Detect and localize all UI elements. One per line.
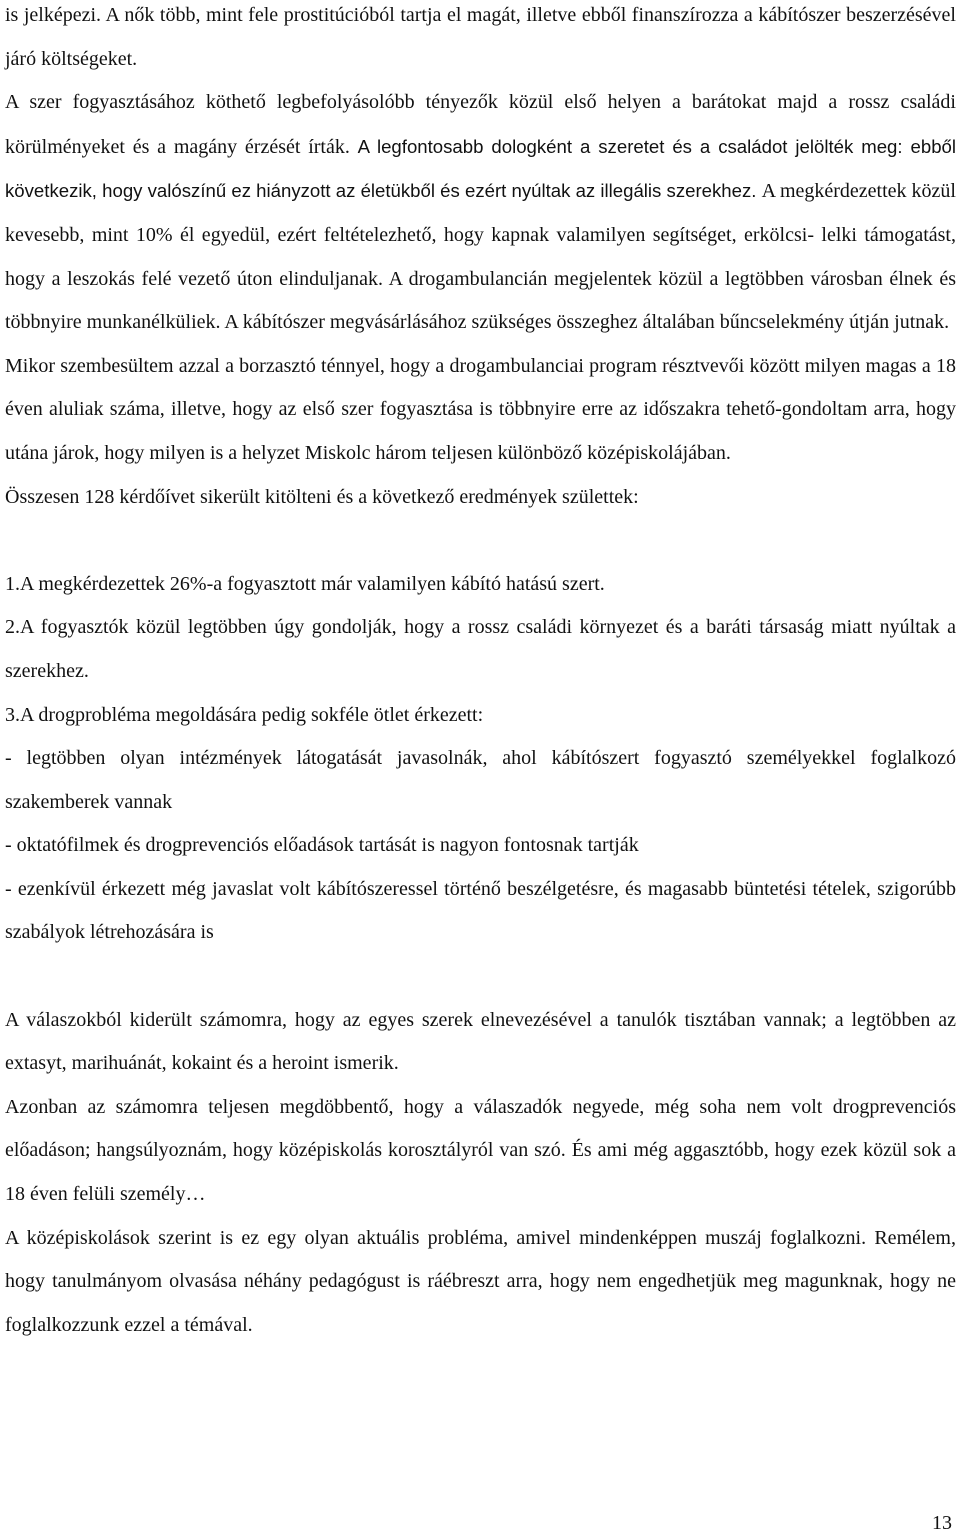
paragraph-prevention-gap bbox=[5, 1086, 956, 1217]
result-text: 2.A fogyasztók közül legtöbben úgy gondolják, hogy a rossz családi környezet és a baráti társaság miatt nyúltak a szerekhez. bbox=[5, 616, 956, 682]
suggestion-text: - ezenkívül érkezett még javaslat volt kábítószeressel történő beszélgetésre, és magasabb büntetési tételek, szigorúbb szabályok létrehozására is bbox=[5, 877, 956, 944]
paragraph-text-serif: A megkérdezettek közül kevesebb, mint 10% él egyedül, ezért feltételezhető, hogy kapnak valamilyen segítséget, erkölcsi- lelki támogatást, hogy a leszokás felé vezető úton elinduljanak. bbox=[5, 180, 956, 290]
paragraph-drug-awareness bbox=[5, 999, 956, 1086]
paragraph-conclusion bbox=[5, 1217, 956, 1348]
paragraph-text-sans: A legfontosabb dologként a szeretet és a családot jelölték meg: ebből következik, hogy valószínű ez hiányzott az életükből és ezért nyúltak az illegális szerekhez. bbox=[5, 135, 957, 202]
paragraph-motivation bbox=[5, 345, 956, 476]
blank-line bbox=[5, 519, 956, 563]
result-text: 1.A megkérdezettek 26%-a fogyasztott már valamilyen kábító hatású szert. bbox=[5, 572, 605, 595]
suggestion-text: - oktatófilmek és drogprevenciós előadások tartását is nagyon fontosnak tartják bbox=[5, 834, 639, 857]
result-text: 3.A drogprobléma megoldására pedig sokféle ötlet érkezett: bbox=[5, 703, 484, 726]
suggestion-item-1 bbox=[5, 737, 956, 824]
blank-line bbox=[5, 955, 956, 999]
suggestion-text: - legtöbben olyan intézmények látogatását javasolnák, ahol kábítószert fogyasztó személyekkel foglalkozó szakemberek vannak bbox=[5, 747, 956, 813]
suggestion-item-2 bbox=[5, 824, 956, 868]
paragraph-survey-count bbox=[5, 476, 956, 520]
paragraph-text: Mikor szembesültem azzal a borzasztó ténnyel, hogy a drogambulanciai program résztvevői között milyen magas a 18 éven aluliak száma, illetve, hogy az első szer fogyasztása is többnyire erre az időszakra tehető-gondoltam arra, hogy utána járok, hogy milyen is a helyzet Miskolc három teljesen különböző középiskolájában. bbox=[5, 354, 956, 464]
paragraph-text: A válaszokból kiderült számomra, hogy az egyes szerek elnevezésével a tanulók tisztában vannak; a legtöbben az extasyt, marihuánát, kokaint és a heroint ismerik. bbox=[5, 1008, 956, 1075]
page-number: 13 bbox=[932, 1512, 952, 1534]
result-item-3 bbox=[5, 694, 956, 738]
document-body bbox=[5, 0, 956, 1347]
paragraph-text: Összesen 128 kérdőívet sikerült kitölteni és a következő eredmények születtek: bbox=[5, 485, 639, 508]
result-item-2 bbox=[5, 606, 956, 693]
paragraph-sex-work-financing bbox=[5, 0, 956, 81]
paragraph-text: A középiskolások szerint is ez egy olyan aktuális probléma, amivel mindenképpen muszáj foglalkozni. Remélem, hogy tanulmányom olvasása néhány pedagógust is ráébreszt arra, hogy nem engedhetjük meg magunknak, hogy ne foglalkozzunk ezzel a témával. bbox=[5, 1226, 956, 1336]
paragraph-text-serif: A drogambulancián megjelentek közül a legtöbben városban élnek és többnyire munkanélküliek. A kábítószer megvásárlásához szükséges összeghez általában bűncselekmény útján jutnak. bbox=[5, 267, 956, 334]
paragraph-text: Azonban az számomra teljesen megdöbbentő, hogy a válaszadók negyede, még soha nem volt drogprevenciós előadáson; hangsúlyoznám, hogy középiskolás korosztályról van szó. És ami még aggasztóbb, hogy ezek közül sok a 18 éven felüli személy… bbox=[5, 1095, 956, 1206]
paragraph-influencing-factors bbox=[5, 81, 956, 345]
result-item-1 bbox=[5, 563, 956, 607]
paragraph-text: is jelképezi. A nők több, mint fele prostitúcióból tartja el magát, illetve ebből finanszírozza a kábítószer beszerzésével járó költségeket. bbox=[5, 4, 956, 70]
suggestion-item-3 bbox=[5, 868, 956, 955]
paragraph-text-serif: A szer fogyasztásához köthető legbefolyásolóbb tényezők közül első helyen a barátokat majd a rossz családi körülményeket és a magány érzését írták. bbox=[5, 91, 956, 158]
